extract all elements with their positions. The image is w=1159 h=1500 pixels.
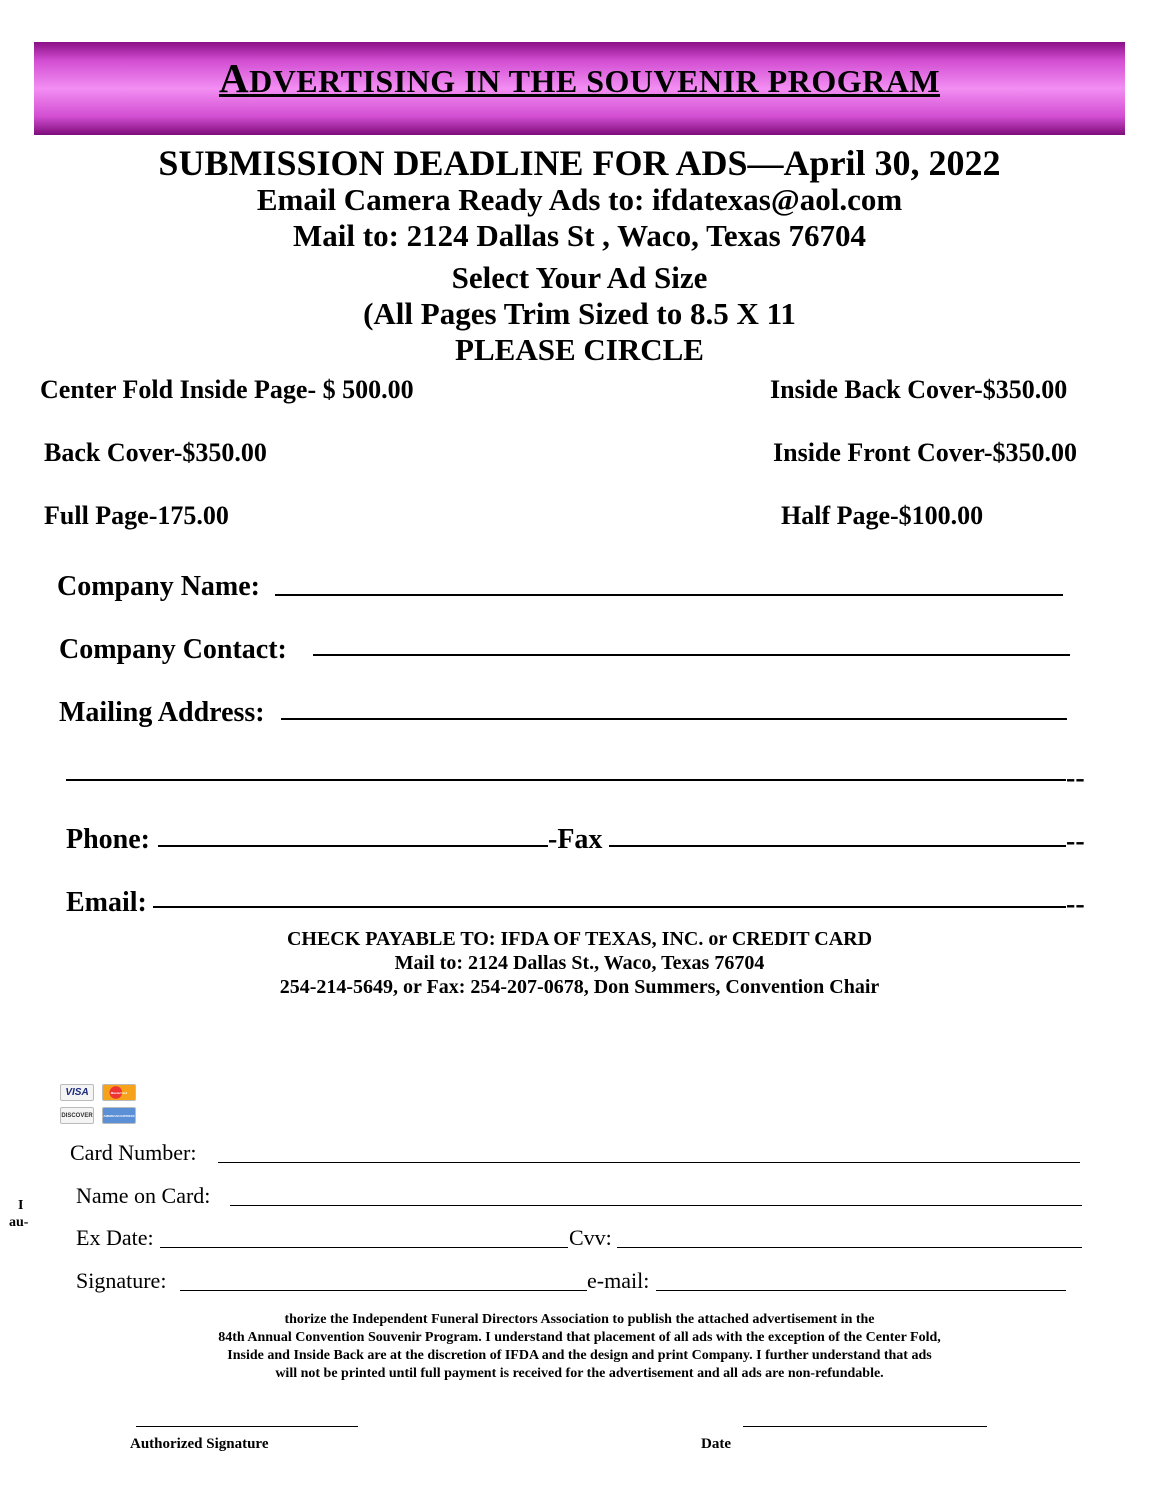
- phone-field[interactable]: [158, 845, 548, 847]
- ad-option-center-fold[interactable]: Center Fold Inside Page- $ 500.00: [40, 375, 414, 404]
- ad-option-back-cover[interactable]: Back Cover-$350.00: [44, 438, 267, 467]
- email-label: Email:: [66, 887, 147, 918]
- trim-size-note: (All Pages Trim Sized to 8.5 X 11: [363, 296, 796, 331]
- title-banner: [34, 42, 1125, 135]
- submission-deadline: SUBMISSION DEADLINE FOR ADS—April 30, 2022: [158, 143, 1001, 183]
- authorization-line-1: thorize the Independent Funeral Directors Association to publish the attached advertisement in the: [284, 1312, 875, 1327]
- company-name-field[interactable]: [275, 594, 1063, 596]
- line-end-dashes: --: [1066, 763, 1085, 794]
- authorized-signature-field[interactable]: [136, 1426, 358, 1427]
- payment-mail-address: Mail to: 2124 Dallas St., Waco, Texas 76704: [394, 952, 765, 974]
- authorization-line-4: will not be printed until full payment is received for the advertisement and all ads are non-refundable.: [275, 1366, 884, 1381]
- card-number-label: Card Number:: [70, 1140, 197, 1165]
- authorization-line-2: 84th Annual Convention Souvenir Program. I understand that placement of all ads with the exception of the Center Fold,: [218, 1330, 941, 1345]
- cvv-label: Cvv:: [569, 1225, 612, 1250]
- phone-label: Phone:: [66, 824, 150, 855]
- authorization-line-3: Inside and Inside Back are at the discretion of IFDA and the design and print Company. I further understand that ads: [227, 1348, 932, 1363]
- mailing-address-label: Mailing Address:: [59, 697, 265, 728]
- company-name-label: Company Name:: [57, 571, 260, 602]
- name-on-card-field[interactable]: [230, 1205, 1082, 1206]
- signature-field[interactable]: [180, 1290, 587, 1291]
- mastercard-logo: MasterCard: [102, 1084, 136, 1101]
- authorized-signature-label: Authorized Signature: [130, 1436, 269, 1452]
- mail-instructions: Mail to: 2124 Dallas St , Waco, Texas 76704: [293, 218, 866, 253]
- name-on-card-label: Name on Card:: [76, 1183, 211, 1208]
- email-instructions: Email Camera Ready Ads to: ifdatexas@aol.com: [256, 182, 903, 217]
- card-email-label: e-mail:: [587, 1268, 650, 1293]
- ad-option-inside-back-cover[interactable]: Inside Back Cover-$350.00: [770, 375, 1068, 404]
- ex-date-label: Ex Date:: [76, 1225, 154, 1250]
- amex-logo: AMERICAN EXPRESS: [102, 1107, 136, 1124]
- visa-logo: VISA: [60, 1084, 94, 1101]
- margin-text-i: I: [18, 1198, 24, 1213]
- date-label: Date: [701, 1436, 731, 1452]
- line-end-dashes: --: [1066, 826, 1085, 857]
- margin-text-au: au-: [9, 1215, 29, 1230]
- card-email-field[interactable]: [656, 1290, 1066, 1291]
- please-circle-note: PLEASE CIRCLE: [455, 332, 704, 367]
- ad-option-half-page[interactable]: Half Page-$100.00: [781, 501, 984, 530]
- company-contact-field[interactable]: [313, 654, 1070, 656]
- cvv-field[interactable]: [617, 1247, 1082, 1248]
- signature-label: Signature:: [76, 1268, 167, 1293]
- payment-contact: 254-214-5649, or Fax: 254-207-0678, Don Summers, Convention Chair: [279, 976, 880, 998]
- fax-field[interactable]: [609, 845, 1066, 847]
- line-end-dashes: --: [1066, 889, 1085, 920]
- card-number-field[interactable]: [218, 1162, 1080, 1163]
- page-title: ADVERTISING IN THE SOUVENIR PROGRAM: [218, 55, 941, 101]
- ex-date-field[interactable]: [160, 1247, 568, 1248]
- select-ad-size-heading: Select Your Ad Size: [451, 260, 708, 295]
- ad-option-inside-front-cover[interactable]: Inside Front Cover-$350.00: [773, 438, 1078, 467]
- email-field[interactable]: [153, 906, 1066, 908]
- date-field[interactable]: [743, 1426, 987, 1427]
- mailing-address-field[interactable]: [281, 718, 1067, 720]
- check-payable-text: CHECK PAYABLE TO: IFDA OF TEXAS, INC. or CREDIT CARD: [286, 928, 873, 950]
- mailing-address-line-2[interactable]: [66, 779, 1066, 781]
- company-contact-label: Company Contact:: [59, 634, 287, 665]
- ad-option-full-page[interactable]: Full Page-175.00: [44, 501, 229, 530]
- fax-label: -Fax: [548, 824, 603, 855]
- discover-logo: DISCOVER: [60, 1107, 94, 1124]
